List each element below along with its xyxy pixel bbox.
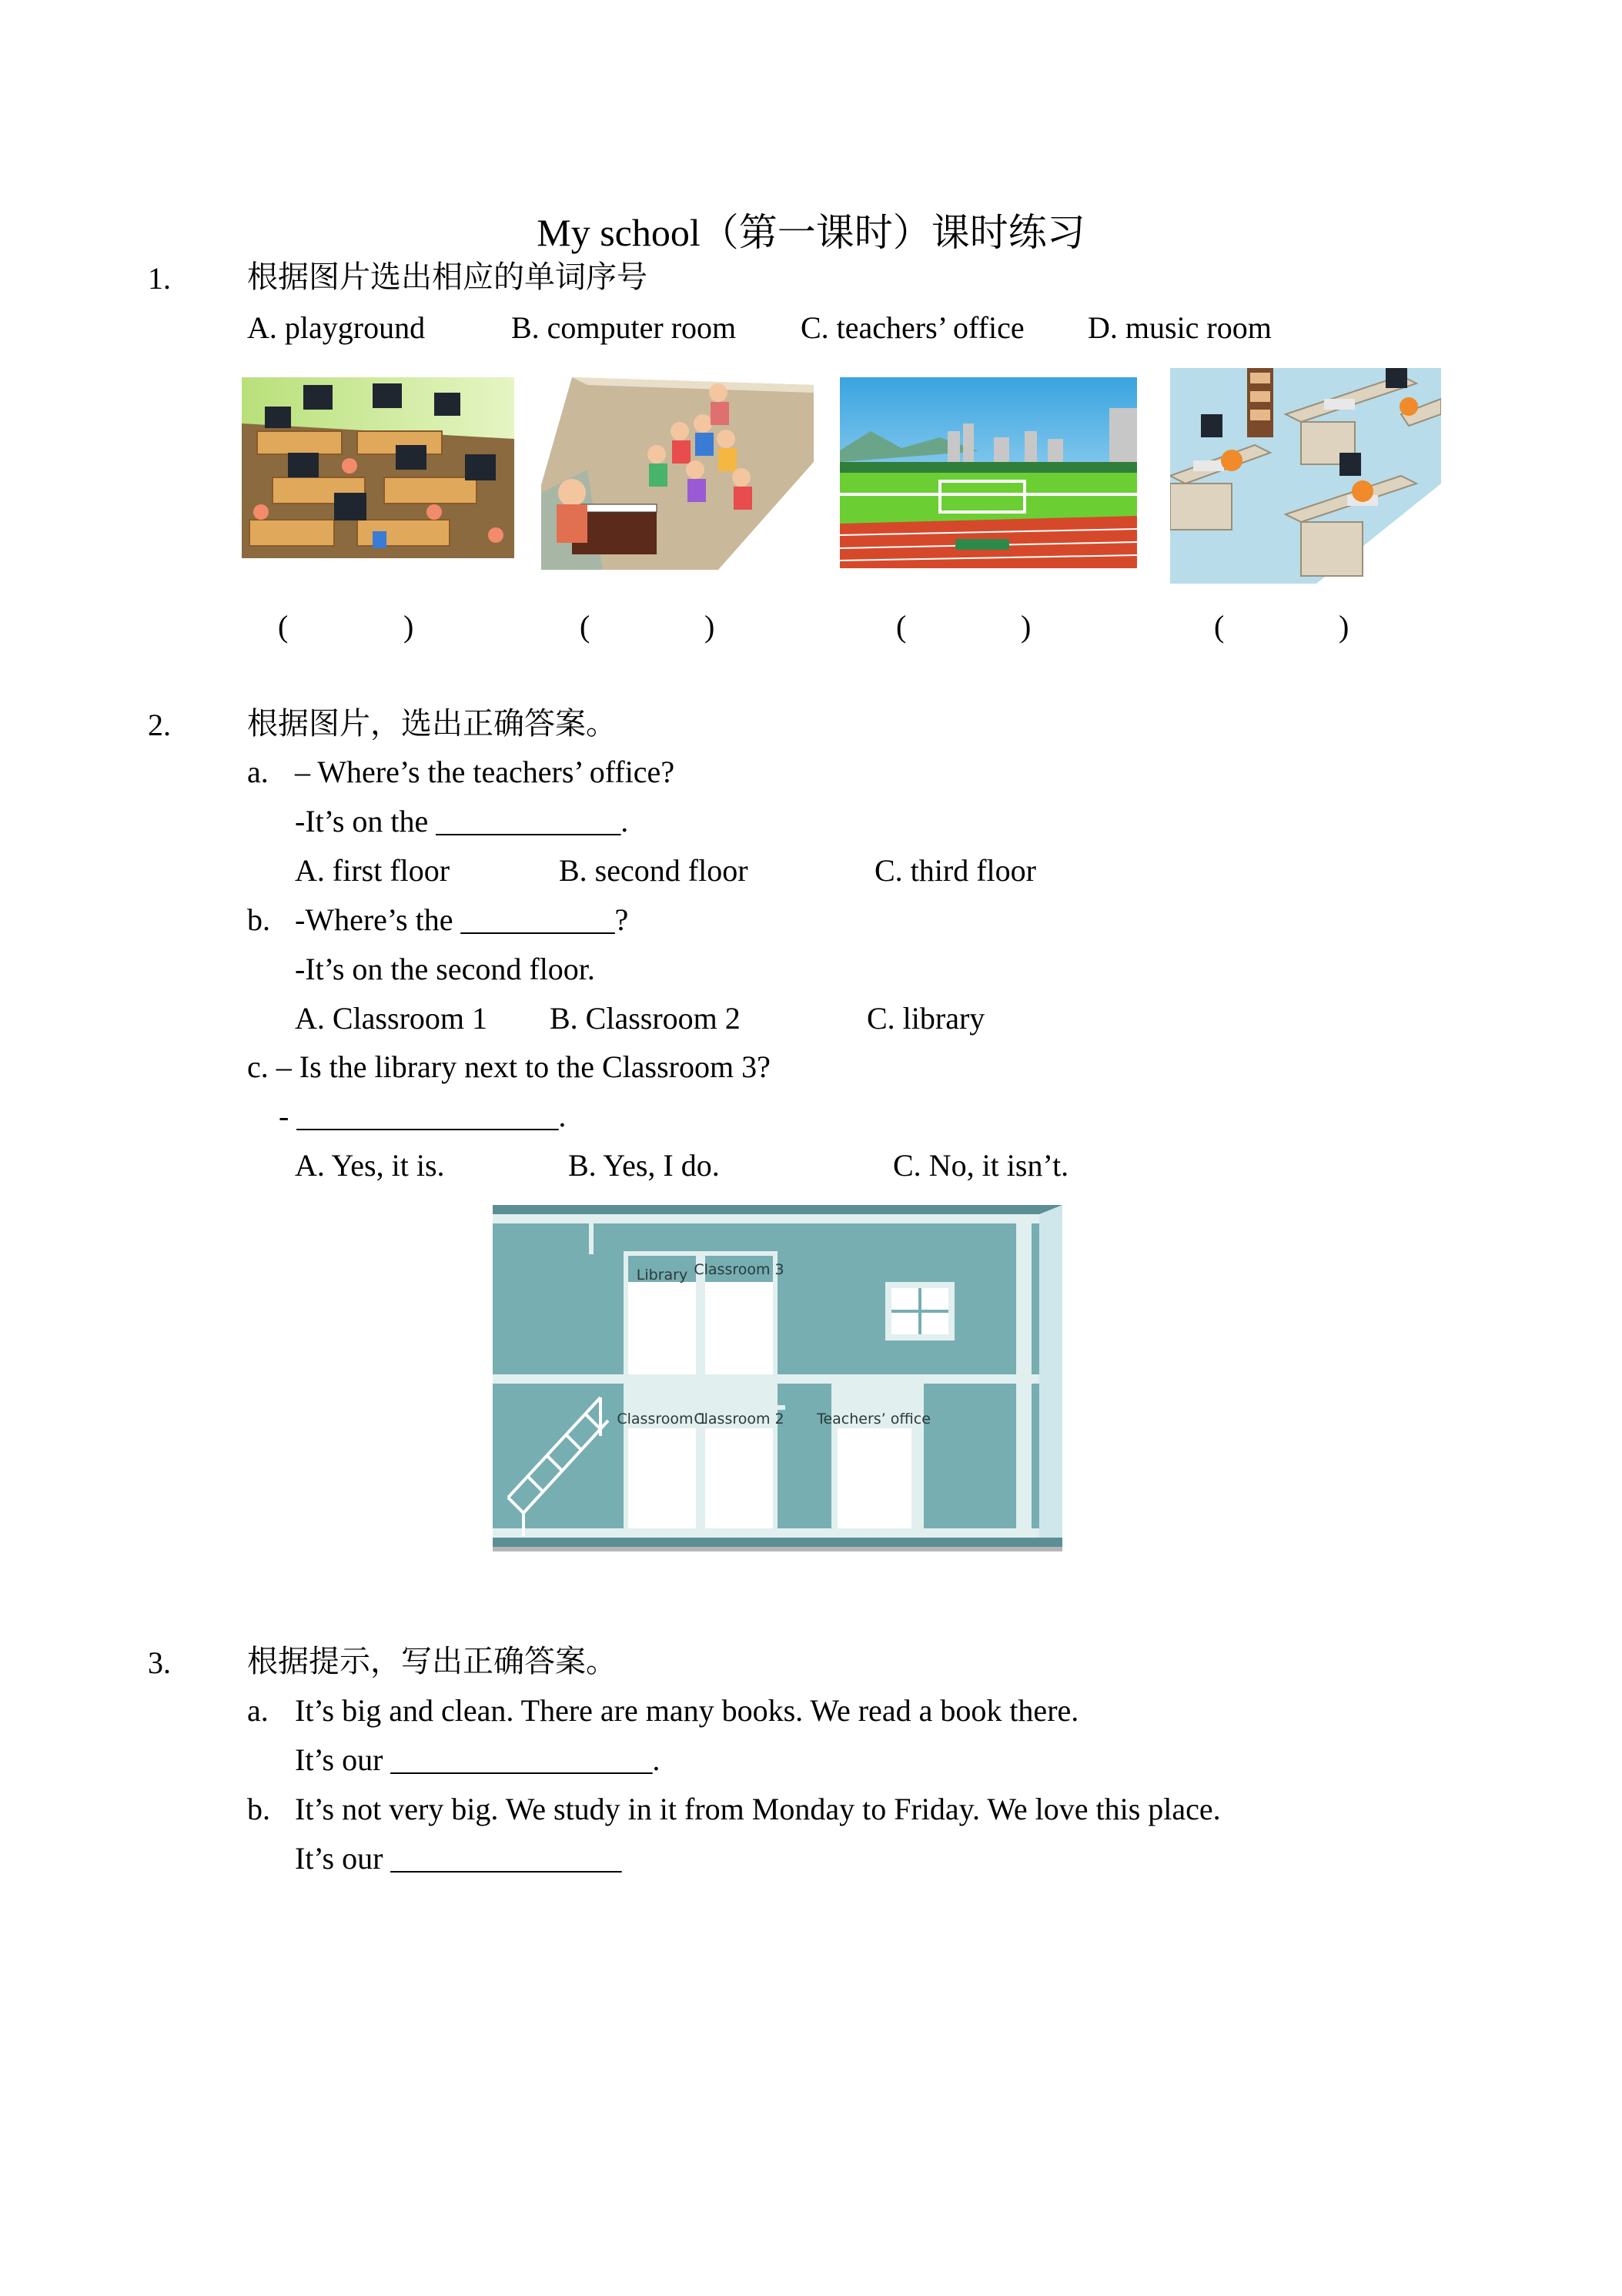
computer-room-image [242, 377, 514, 558]
q3a-answer: It’s our _________________. [295, 1742, 661, 1777]
q1-blank-1-close: ) [403, 609, 414, 644]
q2b-option-c: C. library [867, 1001, 985, 1036]
q1-blank-4-open: ( [1214, 609, 1225, 644]
q2a-option-a: A. first floor [295, 853, 450, 888]
q2b-question: -Where’s the __________? [295, 902, 629, 937]
q3b-text: It’s not very big. We study in it from Monday to Friday. We love this place. [295, 1792, 1221, 1826]
q1-blank-2-open: ( [580, 609, 590, 644]
q1-blank-1-open: ( [278, 609, 289, 644]
q2a-question: – Where’s the teachers’ office? [295, 755, 675, 789]
q2b-option-b: B. Classroom 2 [550, 1001, 741, 1036]
q3a-marker: a. [247, 1693, 269, 1728]
q2c-option-c: C. No, it isn’t. [893, 1148, 1069, 1183]
q1-blank-3-close: ) [1021, 609, 1032, 644]
label-classroom-2: Classroom 2 [694, 1411, 784, 1427]
q3b-marker: b. [247, 1792, 270, 1826]
teachers-office-image [1170, 368, 1441, 584]
q2c-option-a: A. Yes, it is. [295, 1148, 445, 1183]
question-3-number: 3. [148, 1645, 171, 1680]
q2a-option-b: B. second floor [559, 853, 748, 888]
question-2-instruction: 根据图片，选出正确答案。 [247, 706, 617, 741]
label-classroom-1: Classroom 1 [617, 1411, 707, 1427]
question-1-number: 1. [148, 261, 171, 296]
q1-blank-2-close: ) [704, 609, 715, 644]
q1-option-c: C. teachers’ office [801, 310, 1025, 345]
q2b-option-a: A. Classroom 1 [295, 1001, 487, 1036]
playground-image [840, 377, 1137, 568]
q1-blank-3-open: ( [896, 609, 907, 644]
q2a-answer: -It’s on the ____________. [295, 804, 629, 838]
q2b-answer: -It’s on the second floor. [295, 952, 595, 986]
music-room-image [541, 377, 814, 570]
page-title: My school（第一课时）课时练习 [537, 211, 1085, 254]
question-1-instruction: 根据图片选出相应的单词序号 [247, 259, 647, 294]
question-3-instruction: 根据提示，写出正确答案。 [247, 1644, 617, 1678]
label-teachers-office: Teachers’ office [817, 1411, 931, 1427]
q3a-text: It’s big and clean. There are many books. We read a book there. [295, 1693, 1079, 1728]
q2b-marker: b. [247, 902, 270, 937]
q2c-option-b: B. Yes, I do. [568, 1148, 720, 1183]
question-2-number: 2. [148, 708, 171, 742]
q3b-answer: It’s our _______________ [295, 1841, 622, 1876]
q2a-option-c: C. third floor [875, 853, 1036, 888]
school-building-image [493, 1205, 1073, 1559]
q1-blank-4-close: ) [1339, 609, 1349, 644]
q1-option-b: B. computer room [511, 310, 737, 345]
q1-option-a: A. playground [247, 310, 426, 345]
q2c-question: c. – Is the library next to the Classroom 3? [247, 1049, 771, 1084]
q2c-answer: - _________________. [279, 1099, 567, 1133]
q1-option-d: D. music room [1088, 310, 1272, 345]
q2a-marker: a. [247, 755, 269, 789]
label-classroom-3: Classroom 3 [694, 1261, 784, 1278]
label-library: Library [636, 1267, 688, 1284]
